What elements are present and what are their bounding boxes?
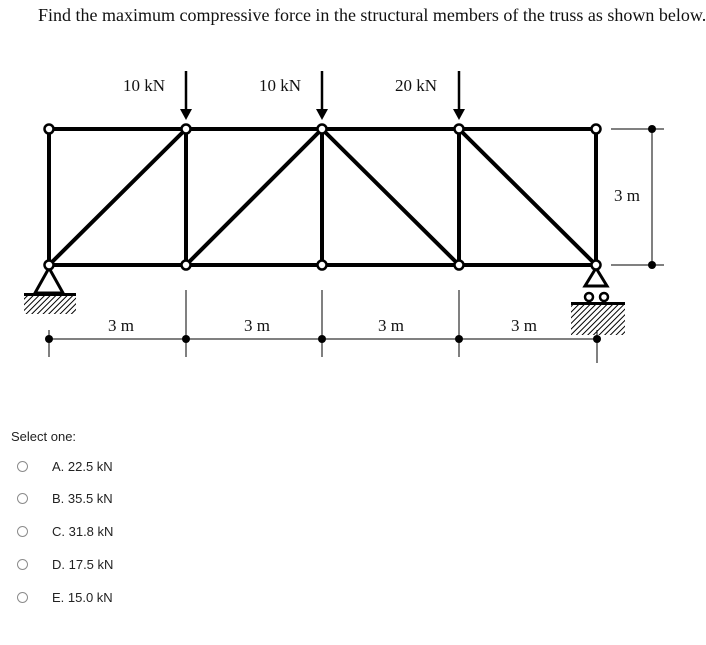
option-label: B. 35.5 kN — [52, 490, 113, 506]
joint — [45, 125, 54, 134]
diagonal-member — [186, 129, 322, 265]
radio-button[interactable] — [17, 559, 28, 570]
joint — [182, 125, 191, 134]
span-label: 3 m — [511, 316, 537, 335]
joint — [318, 125, 327, 134]
joint — [455, 125, 464, 134]
radio-button[interactable] — [17, 493, 28, 504]
diagonal-member — [322, 129, 459, 265]
question-text: Find the maximum compressive force in the structural members of the truss as shown below. — [38, 5, 706, 25]
pin-support — [24, 268, 76, 314]
span-label: 3 m — [244, 316, 270, 335]
roller-support — [571, 268, 625, 335]
truss-members — [49, 129, 596, 265]
select-one-label: Select one: — [11, 429, 77, 444]
joint — [45, 261, 54, 270]
option-d[interactable] — [17, 554, 113, 574]
diagonal-member — [49, 129, 186, 265]
option-label: C. 31.8 kN — [52, 523, 114, 539]
load-label: 10 kN — [259, 76, 302, 95]
diagonal-member — [459, 129, 596, 265]
height-label: 3 m — [614, 186, 640, 205]
load-label: 10 kN — [123, 76, 166, 95]
radio-button[interactable] — [17, 461, 28, 472]
joint — [182, 261, 191, 270]
joint — [592, 125, 601, 134]
option-e[interactable] — [17, 587, 113, 607]
load-label: 20 kN — [395, 76, 438, 95]
option-label: D. 17.5 kN — [52, 556, 114, 572]
radio-button[interactable] — [17, 526, 28, 537]
option-label: A. 22.5 kN — [52, 458, 113, 474]
option-b[interactable] — [17, 488, 113, 508]
span-label: 3 m — [108, 316, 134, 335]
joint — [455, 261, 464, 270]
radio-button[interactable] — [17, 592, 28, 603]
option-c[interactable] — [17, 521, 113, 541]
option-label: E. 15.0 kN — [52, 589, 113, 605]
span-label: 3 m — [378, 316, 404, 335]
joint — [592, 261, 601, 270]
joint — [318, 261, 327, 270]
option-a[interactable] — [17, 456, 113, 476]
